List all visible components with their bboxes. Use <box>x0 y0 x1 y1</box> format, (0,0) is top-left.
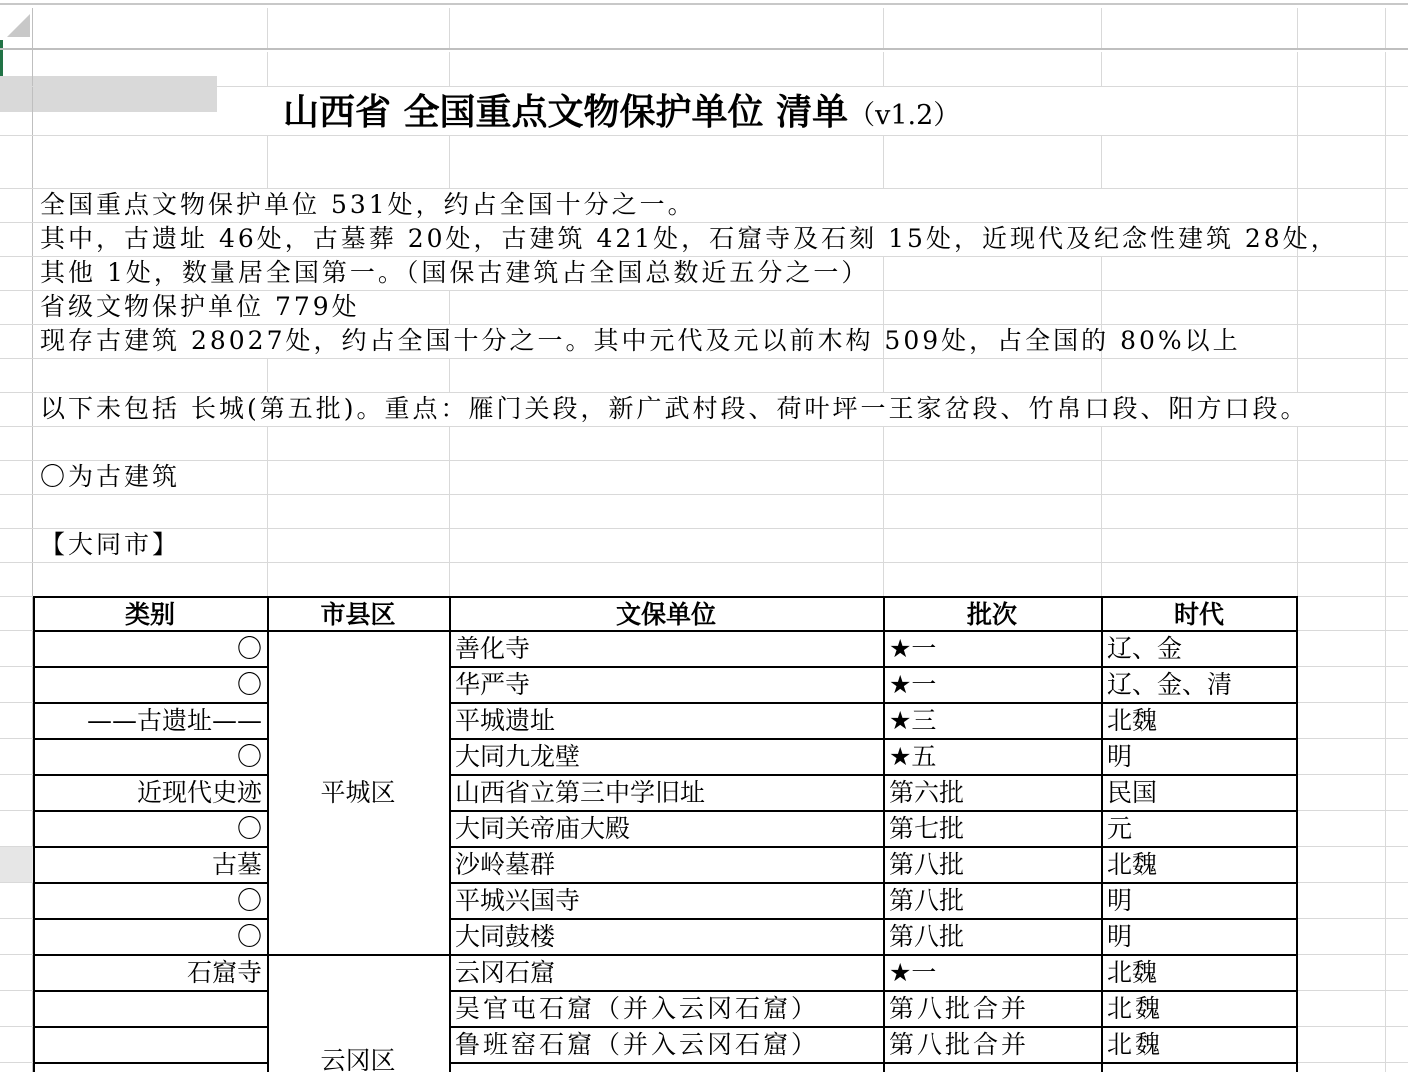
gridline-h <box>33 494 1408 495</box>
gridline-v <box>883 290 884 324</box>
column-header-border <box>0 48 1408 50</box>
row-header-12[interactable] <box>0 460 33 494</box>
row-header-25[interactable] <box>0 918 33 954</box>
row-header-7[interactable] <box>0 290 33 324</box>
column-header-A[interactable] <box>33 8 267 48</box>
table-border-row <box>33 990 269 992</box>
row-header-gridline <box>0 460 33 461</box>
table-border-row <box>33 810 269 812</box>
table-border-row <box>449 846 1298 848</box>
column-header-separator <box>267 8 268 48</box>
row-header-gridline <box>0 918 33 919</box>
table-border-row <box>449 702 1298 704</box>
gridline-v <box>883 460 884 494</box>
gridline-v <box>1101 52 1102 86</box>
gridline-h <box>1297 1062 1408 1063</box>
era-cell: 辽、金 <box>1107 634 1183 663</box>
gridline-h <box>1297 774 1408 775</box>
row-header-11[interactable] <box>0 426 33 460</box>
gridline-v <box>1297 52 1298 188</box>
gridline-v <box>1101 460 1102 494</box>
column-header-B[interactable] <box>267 8 449 48</box>
column-header-separator <box>449 8 450 48</box>
batch-cell: 第八批 <box>889 850 965 879</box>
row-header-23[interactable] <box>0 846 33 882</box>
batch-cell: 第七批 <box>889 814 965 843</box>
table-border-row <box>33 774 269 776</box>
gridline-h <box>1297 954 1408 955</box>
unit-name-cell: 山西省立第三中学旧址 <box>455 778 706 807</box>
table-border-row <box>33 630 269 632</box>
gridline-v <box>449 52 450 86</box>
row-header-24[interactable] <box>0 882 33 918</box>
batch-cell: ★一 <box>889 670 937 699</box>
category-cell: ——古遗址—— <box>86 706 262 735</box>
unit-name-cell: 善化寺 <box>455 634 531 663</box>
row-header-gridline <box>0 846 33 847</box>
district-yungang: 云冈区 <box>320 1046 396 1075</box>
batch-cell: ★三 <box>889 706 937 735</box>
gridline-v <box>1101 256 1102 290</box>
era-cell: 元 <box>1107 814 1133 843</box>
column-header-separator <box>1385 8 1386 48</box>
gridline-v <box>883 528 884 562</box>
batch-cell: ★一 <box>889 634 937 663</box>
gridline-v <box>267 562 268 596</box>
unit-name-cell: 大同关帝庙大殿 <box>455 814 631 843</box>
row-header-19[interactable] <box>0 702 33 738</box>
row-header-gridline <box>0 1026 33 1027</box>
category-cell: 〇 <box>236 886 262 915</box>
row-header-gridline <box>0 392 33 393</box>
category-cell: 石窟寺 <box>186 958 262 987</box>
gridline-h <box>1297 990 1408 991</box>
gridline-v <box>883 256 884 290</box>
row-header-gridline <box>0 494 33 495</box>
era-cell: 明 <box>1107 886 1133 915</box>
select-all-triangle-icon <box>0 0 33 40</box>
gridline-h <box>1297 810 1408 811</box>
row-header-21[interactable] <box>0 774 33 810</box>
gridline-v <box>267 358 268 392</box>
gridline-v <box>1297 290 1298 324</box>
era-cell: 北魏 <box>1107 994 1164 1023</box>
gridline-h <box>1297 630 1408 631</box>
sheet-title-version: （v1.2） <box>848 100 961 131</box>
category-cell <box>33 1026 262 1062</box>
gridline-v <box>1297 494 1298 528</box>
gridline-v <box>449 290 450 324</box>
row-header-4[interactable] <box>0 188 33 222</box>
gridline-v <box>449 460 450 494</box>
table-border-top <box>33 596 1298 598</box>
row-header-gridline <box>0 188 33 189</box>
row-header-gridline <box>0 954 33 955</box>
table-border-row <box>449 738 1298 740</box>
table-border-row <box>33 846 269 848</box>
unit-name-cell: 大同九龙壁 <box>455 742 581 771</box>
table-border-row <box>33 738 269 740</box>
row-header-2[interactable] <box>0 86 33 135</box>
batch-cell: 第八批合并 <box>889 1030 1030 1059</box>
gridline-v <box>1297 426 1298 460</box>
row-header-gridline <box>0 882 33 883</box>
column-header-separator <box>1297 8 1298 48</box>
table-border-row <box>33 1026 269 1028</box>
gridline-v <box>1297 324 1298 358</box>
unit-name-cell: 华严寺 <box>455 670 531 699</box>
gridline-h <box>1297 1026 1408 1027</box>
era-cell: 明 <box>1107 742 1133 771</box>
unit-name-cell: 平城遗址 <box>455 706 556 735</box>
row-header-gridline <box>0 222 33 223</box>
note-r8: 现存古建筑 28027处，约占全国十分之一。其中元代及元以前木构 509处，占全国的 80%以上 <box>40 326 1241 355</box>
gridline-h <box>33 528 1408 529</box>
category-cell <box>33 990 262 1026</box>
gridline-h <box>1297 882 1408 883</box>
category-cell: 古墓 <box>211 850 262 879</box>
era-cell: 明 <box>1107 922 1133 951</box>
era-cell: 辽、金、清 <box>1107 670 1233 699</box>
note-r14: 【大同市】 <box>40 530 181 559</box>
row-header-10[interactable] <box>0 392 33 426</box>
select-all-triangle-shape <box>7 14 30 37</box>
gridline-v <box>1101 426 1102 460</box>
table-border-row <box>449 810 1298 812</box>
gridline-h <box>33 358 1408 359</box>
toolbar-edge <box>0 3 1408 5</box>
district-pingcheng: 平城区 <box>320 778 396 807</box>
batch-cell: ★五 <box>889 742 937 771</box>
table-header-4: 时代 <box>1173 600 1224 629</box>
row-header-5[interactable] <box>0 222 33 256</box>
gridline-h <box>1297 918 1408 919</box>
gridline-v <box>449 358 450 392</box>
table-border-row <box>33 918 269 920</box>
batch-cell: ★一 <box>889 958 937 987</box>
row-header-gridline <box>0 86 33 87</box>
row-header-gridline <box>0 290 33 291</box>
table-header-2: 文保单位 <box>615 600 716 629</box>
row-header-gridline <box>0 702 33 703</box>
table-border-row <box>449 1026 1298 1028</box>
row-header-3[interactable] <box>0 135 33 188</box>
table-border-row <box>449 990 1298 992</box>
category-cell: 〇 <box>236 922 262 951</box>
row-header-8[interactable] <box>0 324 33 358</box>
table-border-row <box>449 774 1298 776</box>
gridline-h <box>1297 702 1408 703</box>
row-header-gridline <box>0 256 33 257</box>
row-header-13[interactable] <box>0 494 33 528</box>
table-border-row <box>33 666 269 668</box>
table-border-district <box>267 954 451 956</box>
row-header-gridline <box>0 135 33 136</box>
gridline-v <box>449 426 450 460</box>
row-header-28[interactable] <box>0 1026 33 1062</box>
gridline-v <box>449 562 450 596</box>
gridline-v <box>267 52 268 86</box>
gridline-v <box>1101 290 1102 324</box>
row-header-27[interactable] <box>0 990 33 1026</box>
table-header-3: 批次 <box>966 600 1017 629</box>
note-r5: 其中，古遗址 46处，古墓葬 20处，古建筑 421处，石窟寺及石刻 15处，近现代及纪念性建筑 28处， <box>40 224 1339 253</box>
row-header-gridline <box>0 1062 33 1063</box>
table-border-row <box>449 630 1298 632</box>
row-header-gridline <box>0 426 33 427</box>
row-header-gridline <box>0 528 33 529</box>
gridline-v <box>449 135 450 188</box>
note-r7: 省级文物保护单位 779处 <box>40 292 360 321</box>
table-border-row <box>33 882 269 884</box>
gridline-v <box>449 528 450 562</box>
gridline-v <box>1385 52 1386 1072</box>
note-r10: 以下未包括 长城(第五批)。重点：雁门关段，新广武村段、荷叶坪一王家岔段、竹帛口段、阳方口段。 <box>40 394 1309 423</box>
category-cell: 〇 <box>236 814 262 843</box>
column-header-E[interactable] <box>1101 8 1297 48</box>
unit-name-cell: 大同鼓楼 <box>455 922 556 951</box>
row-header-gridline <box>0 666 33 667</box>
gridline-v <box>267 426 268 460</box>
row-header-26[interactable] <box>0 954 33 990</box>
table-border-row <box>449 882 1298 884</box>
gridline-v <box>1101 494 1102 528</box>
column-header-separator <box>1101 8 1102 48</box>
row-header-20[interactable] <box>0 738 33 774</box>
row-header-gridline <box>0 990 33 991</box>
gridline-h <box>33 426 1408 427</box>
gridline-v <box>1101 358 1102 392</box>
row-header-gridline <box>0 596 33 597</box>
column-header-D[interactable] <box>883 8 1101 48</box>
row-header-gridline <box>0 324 33 325</box>
table-header-1: 市县区 <box>320 600 396 629</box>
gridline-h <box>1297 738 1408 739</box>
batch-cell: 第八批合并 <box>889 994 1030 1023</box>
row-header-1[interactable] <box>0 52 33 86</box>
table-border-district <box>267 630 451 632</box>
note-r12: 〇为古建筑 <box>40 462 181 491</box>
row-header-14[interactable] <box>0 528 33 562</box>
gridline-v <box>883 494 884 528</box>
table-border-row <box>449 666 1298 668</box>
gridline-h <box>33 562 1408 563</box>
gridline-v <box>267 460 268 494</box>
gridline-v <box>883 135 884 188</box>
note-r6: 其他 1处，数量居全国第一。（国保古建筑占全国总数近五分之一） <box>40 258 870 287</box>
gridline-v <box>267 494 268 528</box>
unit-name-cell: 鲁班窑石窟（并入云冈石窟） <box>455 1030 820 1059</box>
gridline-h <box>1297 666 1408 667</box>
era-cell: 民国 <box>1107 778 1158 807</box>
era-cell: 北魏 <box>1107 850 1158 879</box>
category-cell: 〇 <box>236 742 262 771</box>
row-header-6[interactable] <box>0 256 33 290</box>
row-header-17[interactable] <box>0 630 33 666</box>
table-border-row <box>449 918 1298 920</box>
gridline-v <box>883 358 884 392</box>
sheet-title-text: 山西省 全国重点文物保护单位 清单 <box>283 91 849 133</box>
gridline-h <box>1297 846 1408 847</box>
gridline-v <box>1101 562 1102 596</box>
batch-cell: 第六批 <box>889 778 965 807</box>
row-header-gridline <box>0 562 33 563</box>
gridline-v <box>1297 256 1298 290</box>
sheet-title <box>283 86 960 135</box>
table-header-0: 类别 <box>124 600 175 629</box>
unit-name-cell: 云冈石窟 <box>455 958 556 987</box>
column-header-F[interactable] <box>1297 8 1385 48</box>
table-border-row <box>33 702 269 704</box>
row-header-gridline <box>0 358 33 359</box>
gridline-v <box>883 52 884 86</box>
column-header-separator <box>883 8 884 48</box>
gridline-v <box>267 528 268 562</box>
table-border-row <box>449 1062 1298 1064</box>
era-cell: 北魏 <box>1107 958 1158 987</box>
row-header-gridline <box>0 774 33 775</box>
batch-cell: 第八批 <box>889 922 965 951</box>
row-header-gridline <box>0 630 33 631</box>
row-header-15[interactable] <box>0 562 33 596</box>
gridline-v <box>267 135 268 188</box>
era-cell: 北魏 <box>1107 1030 1164 1059</box>
batch-cell: 第八批 <box>889 886 965 915</box>
gridline-v <box>883 426 884 460</box>
gridline-v <box>1297 358 1298 392</box>
era-cell: 北魏 <box>1107 706 1158 735</box>
table-border-row <box>449 954 1298 956</box>
category-cell: 〇 <box>236 634 262 663</box>
row-header-22[interactable] <box>0 810 33 846</box>
gridline-h <box>33 135 1408 136</box>
column-header-C[interactable] <box>449 8 883 48</box>
table-border-row <box>33 1062 269 1064</box>
unit-name-cell: 平城兴国寺 <box>455 886 581 915</box>
gridline-v <box>1297 528 1298 562</box>
gridline-v <box>1297 460 1298 494</box>
gridline-v <box>883 562 884 596</box>
gridline-v <box>1101 528 1102 562</box>
category-cell: 近现代史迹 <box>136 778 262 807</box>
category-cell: 〇 <box>236 670 262 699</box>
gridline-v <box>449 494 450 528</box>
table-border-row <box>33 954 269 956</box>
select-all-corner[interactable] <box>0 0 33 40</box>
row-header-gridline <box>0 810 33 811</box>
row-header-18[interactable] <box>0 666 33 702</box>
row-header-16[interactable] <box>0 596 33 630</box>
gridline-v <box>1297 562 1298 596</box>
gridline-v <box>1101 135 1102 188</box>
unit-name-cell: 沙岭墓群 <box>455 850 556 879</box>
row-header-9[interactable] <box>0 358 33 392</box>
note-r4: 全国重点文物保护单位 531处，约占全国十分之一。 <box>40 190 696 219</box>
unit-name-cell: 吴官屯石窟（并入云冈石窟） <box>455 994 820 1023</box>
row-header-gridline <box>0 738 33 739</box>
gridline-h <box>33 460 1408 461</box>
